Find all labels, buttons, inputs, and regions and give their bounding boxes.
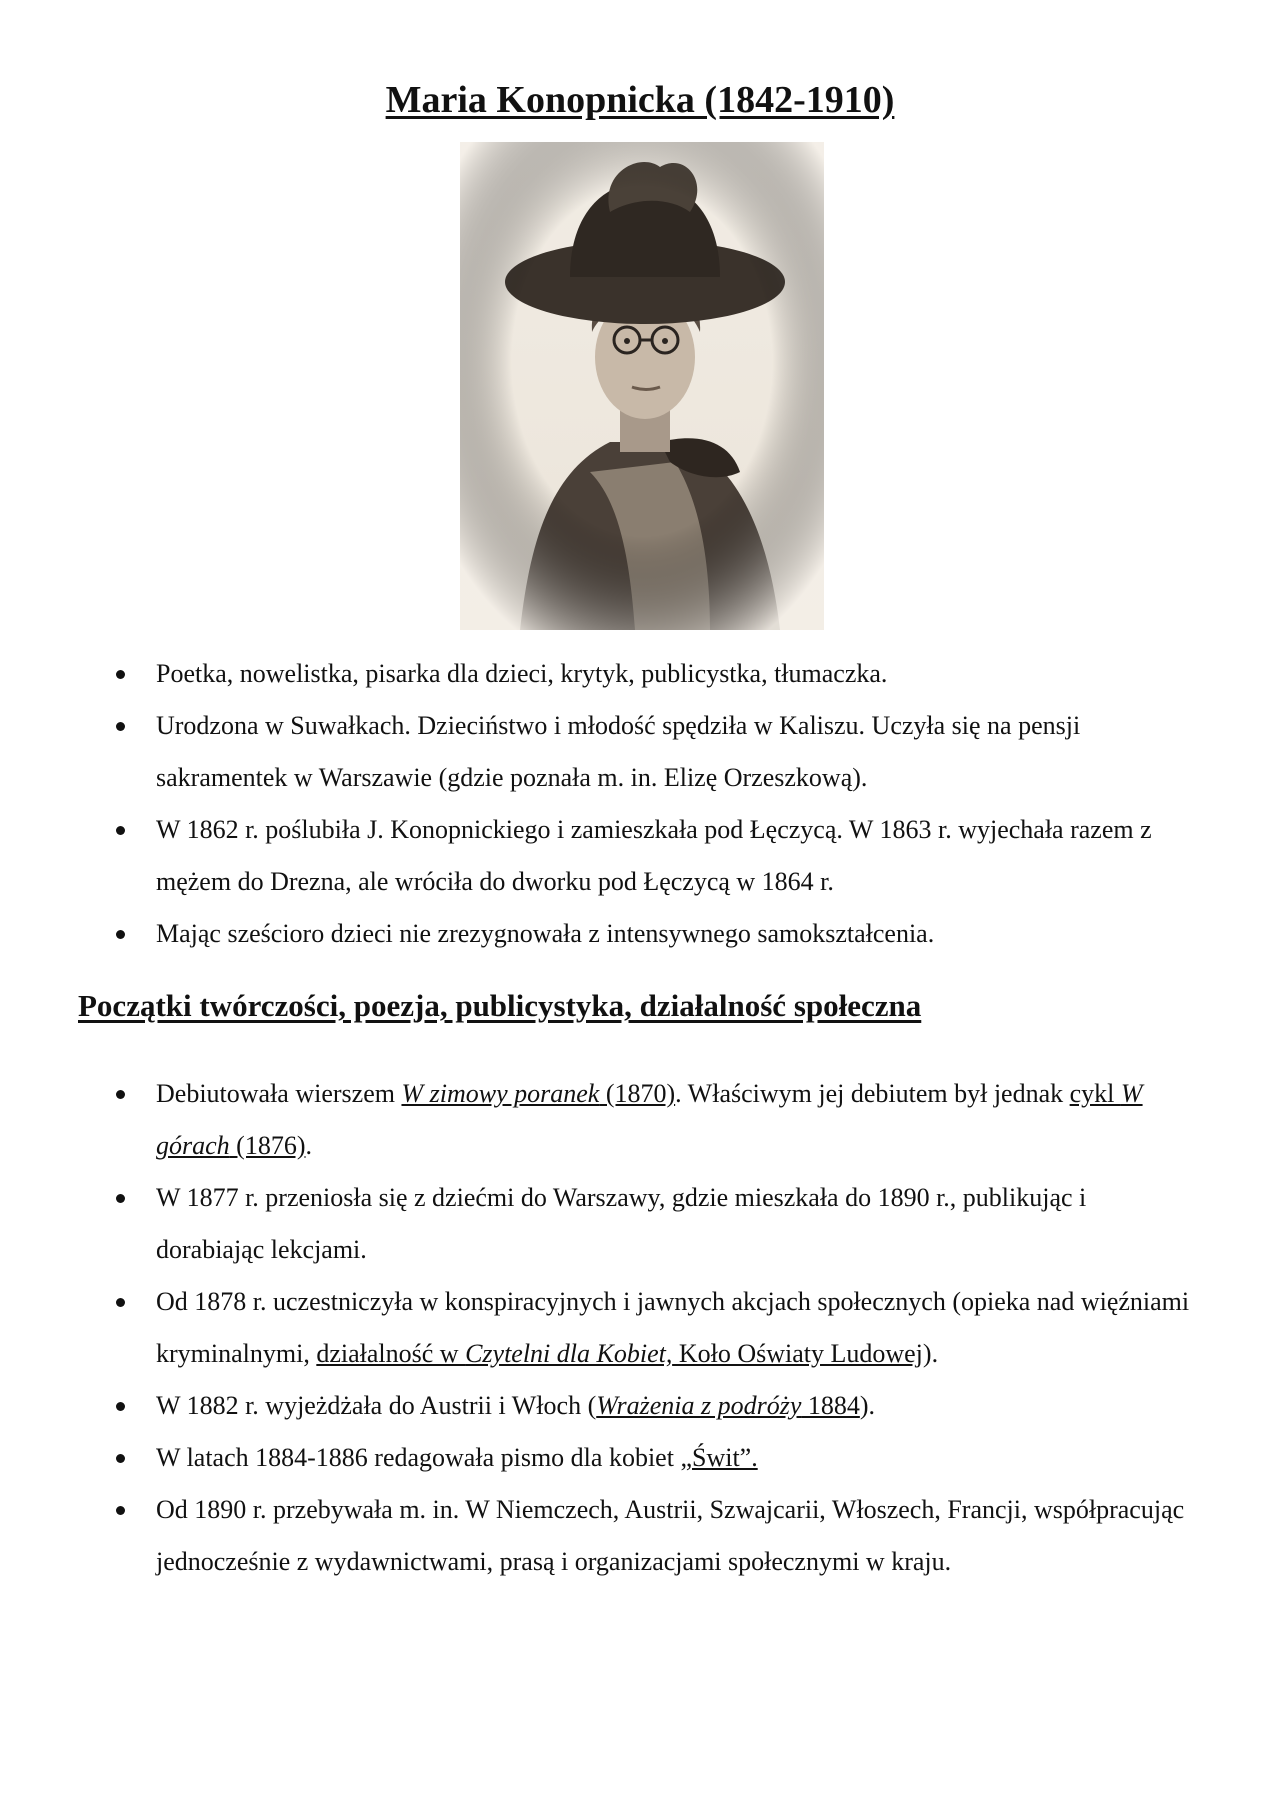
portrait-photo-icon (460, 142, 824, 630)
intro-list (0, 648, 1196, 960)
portrait-illustration (460, 142, 824, 630)
list-item: W 1877 r. przeniosła się z dziećmi do Warszawy, gdzie mieszkała do 1890 r., publikując i dorabiając lekcjami. (0, 1172, 1196, 1276)
list-item: Urodzona w Suwałkach. Dzieciństwo i młodość spędziła w Kaliszu. Uczyła się na pensji sakramentek w Warszawie (gdzie poznała m. in. Elizę Orzeszkową). (0, 700, 1196, 804)
work-title-link[interactable]: W zimowy poranek (401, 1079, 600, 1108)
list-item: Od 1878 r. uczestniczyła w konspiracyjnych i jawnych akcjach społecznych (opieka nad więźniami kryminalnymi, działalność w Czytelni dla Kobiet, Koło Oświaty Ludowej). (0, 1276, 1196, 1380)
list-item: Od 1890 r. przebywała m. in. W Niemczech, Austrii, Szwajcarii, Włoszech, Francji, współpracując jednocześnie z wydawnictwami, prasą i organizacjami społecznymi w kraju. (0, 1484, 1196, 1588)
list-item: Poetka, nowelistka, pisarka dla dzieci, krytyk, publicystka, tłumaczka. (0, 648, 1196, 700)
section-heading: Początki twórczości, poezja, publicystyka, działalność społeczna (78, 988, 922, 1023)
list-item: Debiutowała wierszem W zimowy poranek (1870). Właściwym jej debiutem był jednak cykl W górach (1876). (0, 1068, 1196, 1172)
work-title-link[interactable]: W górach (156, 1079, 1143, 1160)
list-item: Mając sześcioro dzieci nie zrezygnowała z intensywnego samokształcenia. (0, 908, 1196, 960)
section-list (0, 1068, 1196, 1588)
list-item: W 1862 r. poślubiła J. Konopnickiego i zamieszkała pod Łęczycą. W 1863 r. wyjechała razem z mężem do Drezna, ale wróciła do dworku pod Łęczycą w 1864 r. (0, 804, 1196, 908)
work-title-link[interactable]: Wrażenia z podróży (596, 1391, 802, 1420)
work-title-link[interactable]: Czytelni dla Kobiet, (465, 1339, 673, 1368)
list-item: W latach 1884-1886 redagowała pismo dla kobiet „Świt”. (0, 1432, 1196, 1484)
page-title: Maria Konopnicka (1842-1910) (385, 79, 895, 121)
list-item: W 1882 r. wyjeżdżała do Austrii i Włoch (Wrażenia z podróży 1884). (0, 1380, 1196, 1432)
work-title-link[interactable]: „Świt”. (680, 1443, 758, 1472)
